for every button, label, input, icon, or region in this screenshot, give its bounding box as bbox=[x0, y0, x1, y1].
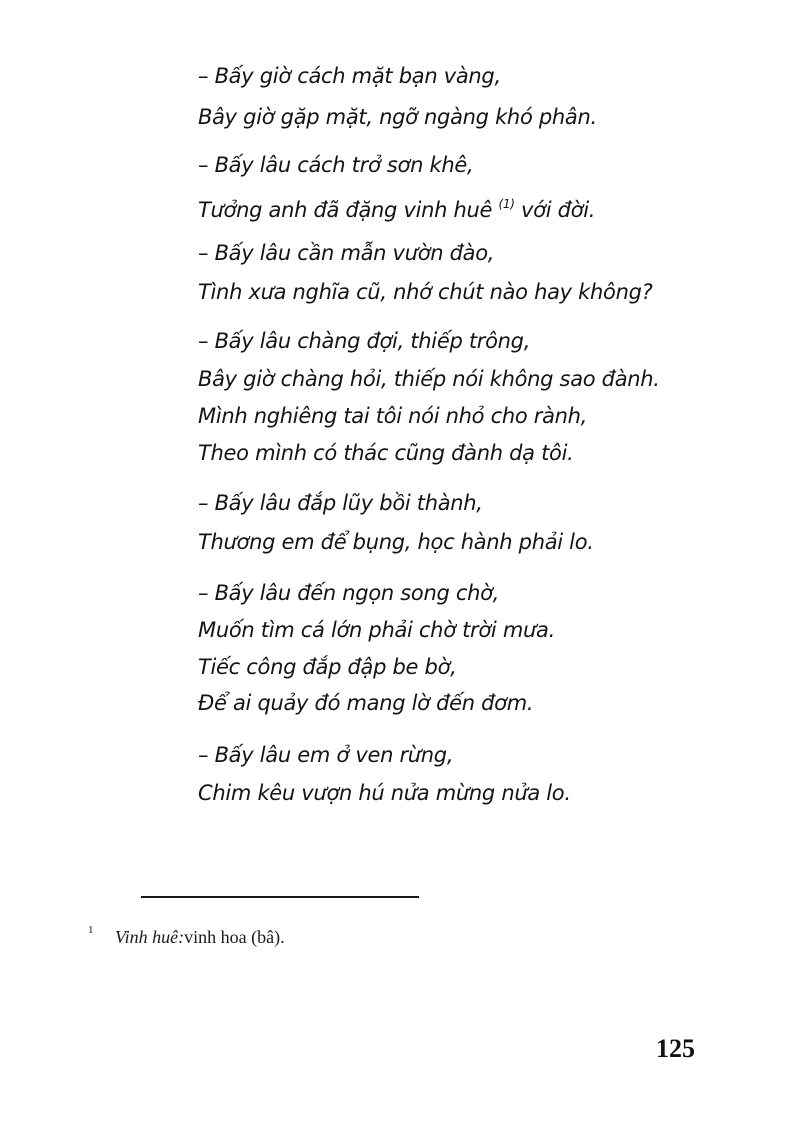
poem-line: Chim kêu vượn hú nửa mừng nửa lo. bbox=[198, 781, 571, 805]
poem-line: Mình nghiêng tai tôi nói nhỏ cho rành, bbox=[198, 404, 588, 428]
poem-line: Muốn tìm cá lớn phải chờ trời mưa. bbox=[198, 618, 555, 642]
poem-line: – Bấy lâu cách trở sơn khê, bbox=[198, 153, 474, 177]
footnote bbox=[115, 926, 285, 948]
poem-line: Tiếc công đắp đập be bờ, bbox=[198, 655, 457, 679]
poem-line: Bây giờ chàng hỏi, thiếp nói không sao đành. bbox=[198, 367, 660, 391]
poem-line: – Bấy lâu đắp lũy bồi thành, bbox=[198, 491, 483, 515]
poem-line: Thương em để bụng, học hành phải lo. bbox=[198, 530, 594, 554]
poem-line-with-footnote bbox=[198, 191, 595, 223]
footnote-divider bbox=[141, 896, 419, 898]
poem-line: Bây giờ gặp mặt, ngỡ ngàng khó phân. bbox=[198, 105, 597, 129]
poem-line: – Bấy lâu chàng đợi, thiếp trông, bbox=[198, 329, 531, 353]
poem-line: Để ai quảy đó mang lờ đến đơm. bbox=[198, 691, 534, 715]
poem-line: – Bấy lâu cần mẫn vườn đào, bbox=[198, 241, 495, 265]
poem-line: Theo mình có thác cũng đành dạ tôi. bbox=[198, 441, 574, 465]
page-number: 125 bbox=[656, 1034, 695, 1063]
poem-line: – Bấy lâu đến ngọn song chờ, bbox=[198, 581, 500, 605]
footnote-definition: vinh hoa (bâ). bbox=[184, 927, 285, 947]
footnote-term: Vinh huê: bbox=[115, 927, 185, 947]
poem-line: – Bấy giờ cách mặt bạn vàng, bbox=[198, 64, 501, 88]
poem-line: – Bấy lâu em ở ven rừng, bbox=[198, 743, 454, 767]
footnote-reference: (1) bbox=[498, 197, 515, 211]
footnote-marker: 1 bbox=[88, 924, 94, 936]
poem-line-text: Tưởng anh đã đặng vinh huê bbox=[198, 198, 493, 222]
poem-line-text: với đời. bbox=[514, 198, 596, 222]
poem-line: Tình xưa nghĩa cũ, nhớ chút nào hay không? bbox=[198, 280, 653, 304]
